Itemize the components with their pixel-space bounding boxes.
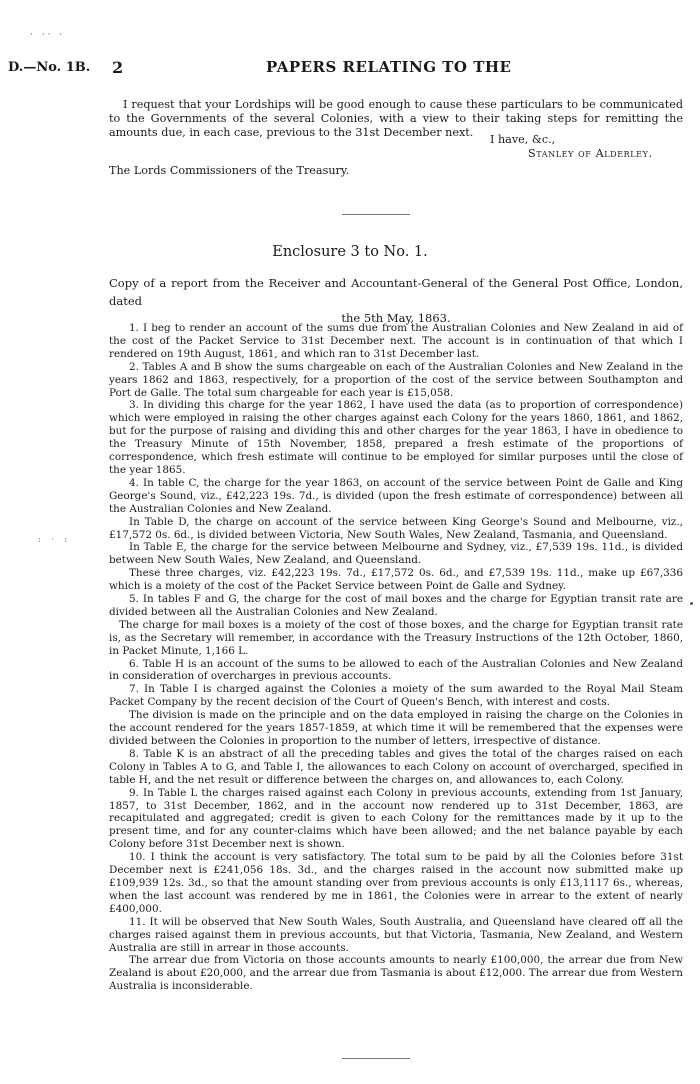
- document-reference: D.—No. 1B.: [8, 60, 91, 75]
- end-divider: [342, 1058, 410, 1059]
- signature: Stanley of Alderley.: [528, 147, 653, 161]
- closing-phrase: I have, &c.,: [490, 133, 556, 146]
- report-paragraph: 8. Table K is an abstract of all the preceding tables and gives the total of the charges raised on each Colony in Tables A to G, and Table I, the allowances to each Colony on account of overcharged, specified in table H, and the net result or difference between the charges on, and allowances to, each Colony.: [109, 747, 683, 786]
- report-paragraph: The division is made on the principle and on the data employed in raising the charge on the Colonies in the account rendered for the years 1857-1859, at which time it will be remembered that the expenses were divided between the Colonies in proportion to the number of letters, irrespective of distance.: [109, 709, 683, 747]
- report-paragraph: 1. I beg to render an account of the sums due from the Australian Colonies and New Zealand in aid of the cost of the Packet Service to 31st December next. The account is in continuation of that which I rendered on 19th August, 1861, and which ran to 31st December last.: [109, 322, 683, 360]
- scan-speck-marks: · ·· ·: [30, 30, 66, 40]
- report-paragraph: 11. It will be observed that New South Wales, South Australia, and Queensland have cleared off all the charges raised against them in previous accounts, but that Victoria, Tasmania, New Zealand, and Western Australia are still in arrear in those accounts.: [109, 915, 683, 954]
- copy-line-1: Copy of a report from the Receiver and Accountant-General of the General Post Office, London, dated: [109, 276, 683, 308]
- page-number: 2: [112, 58, 124, 77]
- report-paragraph: These three charges, viz. £42,223 19s. 7d., £17,572 0s. 6d., and £7,539 19s. 11d., make up £67,336 which is a moiety of the cost of the Packet Service between Point de Galle and Sydney.: [109, 567, 683, 593]
- report-paragraph: The charge for mail boxes is a moiety of the cost of those boxes, and the charge for Egyptian transit rate is, as the Secretary will remember, in accordance with the Treasury Instructions of the 12th October, 1860, in Packet Minute, 1,166 L.: [109, 618, 683, 657]
- addressee: The Lords Commissioners of the Treasury.: [109, 164, 350, 177]
- report-paragraph: 3. In dividing this charge for the year 1862, I have used the data (as to proportion of correspondence) which were employed in raising the other charges against each Colony for the years 1860, 1861, and 1862, but for the purpose of raising and dividing this and other charges for the year 1863, I have in obedience to the Treasury Minute of 15th November, 1858, prepared a fresh estimate of the proportions of correspondence, which fresh estimate will continue to be employed for similar purposes until the close of the year 1865.: [109, 399, 683, 476]
- report-paragraph: 2. Tables A and B show the sums chargeable on each of the Australian Colonies and New Zealand in the years 1862 and 1863, respectively, for a proportion of the cost of the service between Southampton and Port de Galle. The total sum chargeable for each year is £15,058.: [109, 360, 683, 399]
- report-paragraph: 10. I think the account is very satisfactory. The total sum to be paid by all the Colonies before 31st December next is £241,056 18s. 3d., and the charges raised in the account now submitted make up £109,939 12s. 3d., so that the amount standing over from previous accounts is only £13,1117 6s., whereas, when the last account was rendered by me in 1861, the Colonies were in arrear to the extent of nearly £400,000.: [109, 851, 683, 915]
- intro-paragraph: I request that your Lordships will be good enough to cause these particulars to be communicated to the Governments of the several Colonies, with a view to their taking steps for remitting the amounts due, in each case, previous to the 31st December next.: [109, 98, 683, 140]
- report-paragraph: 7. In Table I is charged against the Colonies a moiety of the sum awarded to the Royal Mail Steam Packet Company by the recent decision of the Court of Queen's Bench, with interest and costs.: [109, 683, 683, 709]
- report-paragraph: 5. In tables F and G, the charge for the cost of mail boxes and the charge for Egyptian transit rate are divided between all the Australian Colonies and New Zealand.: [109, 593, 683, 618]
- report-paragraph: In Table D, the charge on account of the service between King George's Sound and Melbourne, viz., £17,572 0s. 6d., is divided between Victoria, New South Wales, New Zealand, Tasmania, and Queensland.: [109, 515, 683, 541]
- page-header: [8, 60, 694, 84]
- report-paragraph: The arrear due from Victoria on those accounts amounts to nearly £100,000, the arrear due from New Zealand is about £20,000, and the arrear due from Tasmania is about £12,000. The arrear due from Western Australia is inconsiderable.: [109, 954, 683, 993]
- report-paragraph: 4. In table C, the charge for the year 1863, on account of the service between Point de Galle and King George's Sound, viz., £42,223 19s. 7d., is divided (upon the fresh estimate of correspondence) between all the Australian Colonies and New Zealand.: [109, 476, 683, 515]
- enclosure-heading: Enclosure 3 to No. 1.: [272, 244, 428, 260]
- margin-dot: [690, 602, 693, 605]
- section-divider: [342, 214, 410, 215]
- letter-closing: [478, 133, 678, 161]
- report-paragraph: 9. In Table L the charges raised against each Colony in previous accounts, extending from 1st January, 1857, to 31st December, 1862, and in the account now rendered up to 31st December, 1863, are recapitulated and aggregated; credit is given to each Colony for the remittances made by it up to the present time, and for any counter-claims which have been allowed; and the net balance payable by each Colony before 31st December next is shown.: [109, 786, 683, 851]
- running-title: PAPERS RELATING TO THE: [266, 58, 512, 76]
- copy-line-2: the 5th May, 1863.: [341, 311, 451, 325]
- report-body: [109, 322, 683, 993]
- margin-marks: : · :: [38, 535, 72, 544]
- report-paragraph: 6. Table H is an account of the sums to be allowed to each of the Australian Colonies and New Zealand in consideration of overcharges in previous accounts.: [109, 657, 683, 683]
- report-paragraph: In Table E, the charge for the service between Melbourne and Sydney, viz., £7,539 19s. 11d., is divided between New South Wales, New Zealand, and Queensland.: [109, 541, 683, 567]
- copy-description: [109, 275, 683, 328]
